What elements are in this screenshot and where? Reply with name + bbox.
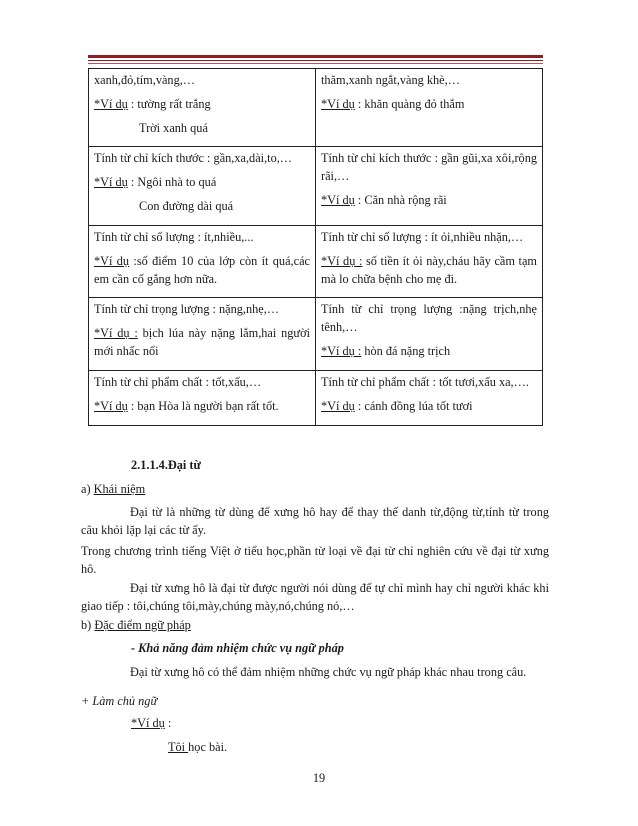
- example-text: hòn đá nặng trịch: [361, 344, 451, 359]
- example-label: *Ví dụ: [94, 96, 128, 111]
- table-cell: [89, 147, 316, 225]
- cell-text: Tính từ chỉ số lượng : ít ỏi,nhiều nhặn,…: [321, 229, 524, 244]
- table-cell: [89, 69, 316, 147]
- table-cell: [316, 69, 543, 147]
- example-line: [321, 192, 537, 210]
- example-subject: Tôi: [168, 740, 189, 754]
- table-row: [89, 298, 543, 370]
- subsection-a: [81, 482, 549, 497]
- table-cell: [89, 298, 316, 370]
- table-row: [89, 147, 543, 225]
- example-label: *Ví dụ: [94, 253, 130, 268]
- example-label: *Ví dụ: [321, 96, 355, 111]
- table-cell: [316, 298, 543, 370]
- page-number: 19: [312, 771, 326, 785]
- cell-text: Tính từ chỉ kích thước : gần,xa,dài,to,…: [94, 151, 293, 166]
- cell-text: Tính từ chỉ kích thước : gần gũi,xa xôi,rộng rãi,…: [321, 151, 537, 184]
- section-heading: 2.1.1.4.Đại từ: [131, 458, 201, 472]
- table-cell: [316, 147, 543, 225]
- paragraph-definition: Đại từ là những từ dùng để xưng hô hay để thay thế danh từ,động từ,tính từ trong câu khỏi lặp lại các từ ấy.: [81, 505, 549, 537]
- example-text: số tiền ít ỏi này,cháu hãy cầm tạm mà lo chữa bệnh cho mẹ đi.: [321, 253, 537, 286]
- example-label: *Ví dụ :: [321, 253, 363, 268]
- example-line: [321, 343, 537, 361]
- cell-text: Tính từ chỉ phẩm chất : tốt,xấu,…: [94, 374, 262, 389]
- example-line: [321, 96, 537, 114]
- subsection-a-prefix: a): [81, 482, 94, 496]
- example-text: : tường rất trắng: [127, 96, 211, 111]
- example-rest: học bài.: [188, 740, 228, 754]
- example-label: *Ví dụ: [321, 193, 355, 208]
- example-label: *Ví dụ :: [94, 326, 138, 341]
- sub-heading: - Khả năng đảm nhiệm chức vụ ngữ pháp: [131, 641, 344, 655]
- role-heading: + Làm chủ ngữ: [81, 694, 158, 708]
- example-heading: [131, 716, 599, 731]
- example-label: *Ví dụ: [94, 175, 128, 190]
- cell-text: Tính từ chỉ số lượng : ít,nhiều,...: [94, 229, 254, 244]
- example-text: :số điểm 10 của lớp còn ít quá,các em cần cố gắng hơn nữa.: [94, 253, 310, 286]
- example-second: Con đường dài quá: [139, 199, 234, 214]
- paragraph-function: Đại từ xưng hô có thể đảm nhiệm những chức vụ ngữ pháp khác nhau trong câu.: [130, 665, 527, 679]
- example-text: : bạn Hòa là người bạn rất tốt.: [127, 398, 279, 413]
- table-cell: [89, 370, 316, 425]
- header-rule-light: [88, 63, 543, 64]
- cell-text: thăm,xanh ngắt,vàng khè,…: [321, 73, 460, 87]
- example-label: *Ví dụ :: [321, 344, 362, 359]
- header-rule-thin: [88, 60, 543, 61]
- cell-text: Tính từ chỉ trọng lượng : nặng,nhẹ,…: [94, 302, 280, 317]
- example-text: : khăn quàng đỏ thắm: [354, 96, 465, 111]
- table-cell: [316, 370, 543, 425]
- paragraph-pronoun: Đại từ xưng hô là đại từ được người nói dùng để tự chỉ mình hay chỉ người khác khi giao tiếp : tôi,chúng tôi,mày,chúng mày,nó,chúng nó,…: [81, 581, 549, 613]
- cell-text: xanh,đỏ,tím,vàng,…: [94, 73, 196, 87]
- example-second: Trời xanh quá: [139, 120, 208, 135]
- table-row: [89, 69, 543, 147]
- table-cell: [316, 225, 543, 297]
- paragraph-curriculum: Trong chương trình tiếng Việt ở tiểu học,phần từ loại về đại từ chỉ nghiên cứu về đại từ xưng hô.: [81, 544, 549, 576]
- adjective-table: [88, 68, 543, 426]
- example-label: *Ví dụ: [131, 716, 165, 730]
- example-colon: :: [164, 716, 172, 730]
- table-row: [89, 370, 543, 425]
- example-line: [94, 96, 310, 114]
- example-text: : Ngôi nhà to quá: [127, 175, 217, 190]
- example-text: : cánh đồng lúa tốt tươi: [354, 398, 473, 413]
- table-cell: [89, 225, 316, 297]
- subsection-b-prefix: b): [81, 618, 95, 632]
- example-sentence: [168, 740, 636, 755]
- example-line: [94, 398, 310, 416]
- cell-text: Tính từ chỉ trọng lượng :nặng trịch,nhẹ tênh,…: [321, 302, 537, 335]
- example-line: [321, 398, 537, 416]
- subsection-b: [81, 618, 549, 633]
- table-row: [89, 225, 543, 297]
- example-label: *Ví dụ: [321, 398, 355, 413]
- example-label: *Ví dụ: [94, 398, 128, 413]
- example-text: : Căn nhà rộng rãi: [354, 193, 447, 208]
- example-line: [94, 253, 310, 289]
- example-text: bịch lúa này nặng lắm,hai người mới nhấc nổi: [94, 326, 311, 359]
- subsection-a-label: Khái niệm: [93, 482, 146, 496]
- example-line: [94, 325, 310, 361]
- cell-text: Tính từ chỉ phẩm chất : tốt tươi,xấu xa,….: [321, 374, 530, 389]
- header-rule: [88, 55, 543, 58]
- subsection-b-label: Đặc điểm ngữ pháp: [94, 618, 191, 632]
- example-line: [321, 253, 537, 289]
- example-line: [94, 174, 310, 192]
